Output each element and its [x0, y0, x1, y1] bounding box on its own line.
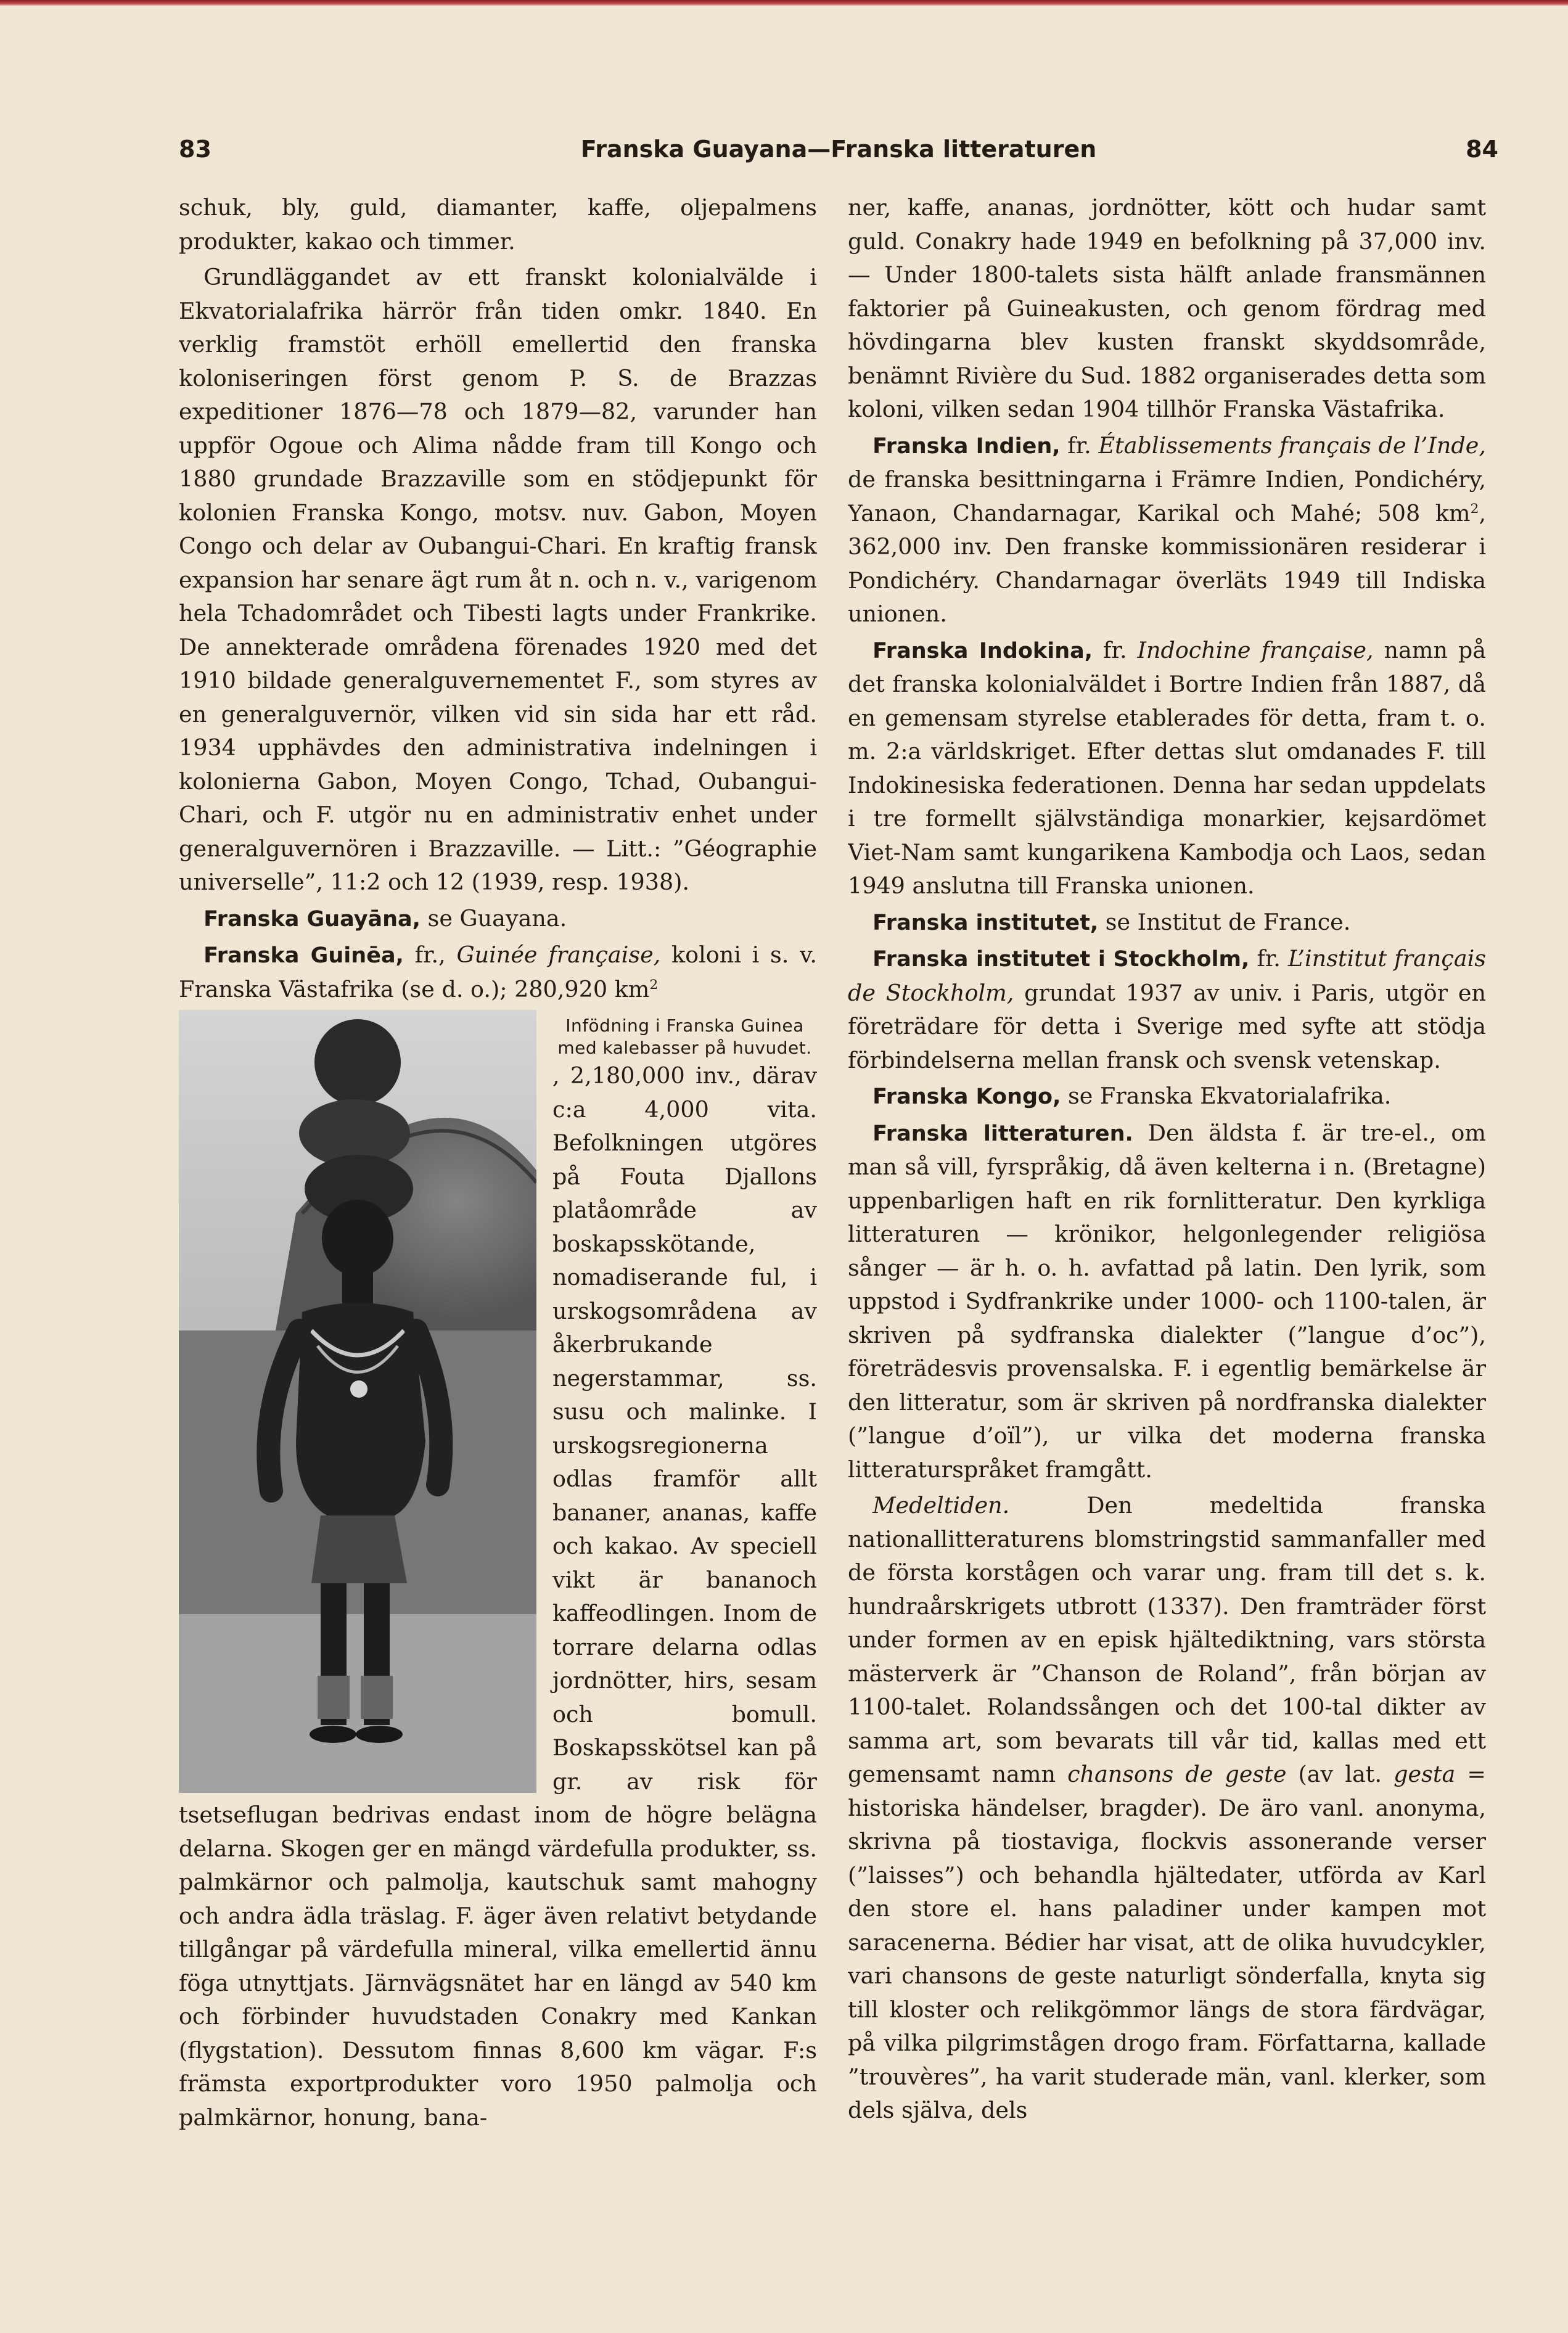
- paragraph: ner, kaffe, ananas, jordnötter, kött och hudar samt guld. Conakry hade 1949 en befolkning på 37,000 inv. — Under 1800-talets sista hälft anlade fransmännen faktorier på Guineakusten, och genom fördrag med hövdingarna blev kusten franskt skyddsområde, benämnt Rivière du Sud. 1882 organiserades detta som koloni, vilken sedan 1904 tillhör Franska Västafrika.: [848, 194, 1486, 422]
- entry-text: se Institut de France.: [1098, 908, 1351, 935]
- headword: Franska Guayāna,: [203, 906, 421, 932]
- page-number-left: 83: [179, 136, 211, 163]
- entry-text: Den äldsta f. är tre-el., om man så vill, fyrspråkig, då även kelterna i n. (Bretagne) uppenbarligen haft en rik fornlitteratur. Den kyrkliga litteraturen — krönikor, helgonlegender religiösa sånger — är h. o. h. avfattad på latin. Den lyrik, som uppstod i Sydfrankrike under 1000- och 1100-talen, är skriven på sydfranska dialekter (”langue d’oc”), företrädesvis provensalska. F. i egentlig bemärkelse är den litteratur, som är skriven på nordfranska dialekter (”langue d’oïl”), ur vilka det moderna franska litteraturspråket framgått.: [848, 1119, 1486, 1483]
- entry-franska-institutet-stockholm: [848, 942, 1486, 1077]
- woman-with-calabashes-photo: [179, 1010, 536, 1793]
- section-heading: Medeltiden.: [872, 1492, 1010, 1519]
- entry-franska-guayana: [179, 902, 817, 937]
- page-number-right: 84: [1466, 136, 1498, 163]
- entry-text: (av lat.: [1286, 1761, 1394, 1787]
- entry-franska-litteraturen: [848, 1117, 1486, 1487]
- entry-text: se Franska Ekvatorialafrika.: [1061, 1083, 1392, 1109]
- italic-term: gesta: [1394, 1761, 1456, 1787]
- entry-text: Den medeltida franska nationallitteraturens blomstringstid sammanfaller med de första korstågen och varar ung. fram till det s. k. hundraårskrigets utbrott (1337). Den framträder först under formen av en episk hjältediktning, vars största mästerverk är ”Chanson de Roland”, från början av 1100-talet. Rolandssången och det 100-tal dikter av samma art, som bevarats till vår tid, kallas med ett gemensamt namn: [848, 1492, 1486, 1787]
- entry-french-name: L’institut français de Stockholm,: [848, 945, 1486, 1006]
- italic-term: chansons de geste: [1067, 1761, 1287, 1787]
- left-column: [179, 191, 817, 2176]
- superscript: 2: [649, 977, 659, 993]
- paragraph-medeltiden: [848, 1489, 1486, 2128]
- headword: Franska litteraturen.: [872, 1121, 1133, 1146]
- headword: Franska Indokina,: [872, 638, 1093, 663]
- entry-franska-kongo: [848, 1080, 1486, 1114]
- entry-text: = historiska händelser, bragder). De äro vanl. anonyma, skrivna på tiostaviga, flockvis assonerande verser (”laisses”) och behandla hjältedater, utförda av Karl den store el. hans paladiner under kampen mot saracenerna. Bédier har visat, att de olika huvudcykler, vari chansons de geste naturligt sönderfalla, knyta sig till kloster och relikgömmor längs de stora färdvägar, på vilka pilgrimstågen drogo fram. Författarna, kallade ”trouvères”, ha varit studerade män, vanl. klerker, som dels själva, dels: [848, 1761, 1486, 2123]
- entry-franska-guinea: [179, 938, 817, 1006]
- entry-text: de franska besittningarna i Främre Indien, Pondichéry, Yanaon, Chandarnagar, Karikal och Mahé; 508 km: [848, 466, 1486, 527]
- entry-text: fr.: [1093, 636, 1138, 663]
- entry-text: fr.: [1249, 945, 1288, 972]
- entry-french-name: Guinée française,: [456, 941, 661, 968]
- entry-text: , 362,000 inv. Den franske kommissionären residerar i Pondichéry. Chandarnagar överläts 1949 till Indiska unionen.: [848, 499, 1486, 627]
- headword: Franska institutet i Stockholm,: [872, 947, 1250, 972]
- entry-text: fr.: [1060, 432, 1099, 459]
- entry-franska-indien: [848, 429, 1486, 631]
- headword: Franska Kongo,: [872, 1084, 1061, 1109]
- headword: Franska Indien,: [872, 433, 1061, 459]
- superscript: 2: [1470, 501, 1479, 517]
- right-column: [848, 191, 1486, 2176]
- top-edge-line: [0, 0, 1568, 6]
- running-title: Franska Guayana—Franska litteraturen: [580, 136, 1097, 163]
- entry-text: , 2,180,000 inv., därav c:a 4,000 vita. Befolkningen utgöres på Fouta Djallons platåområde av boskapsskötande, nomadiserande ful, i urskogsområdena av åkerbrukande negerstammar, ss. susu och malinke. I urskogsregionerna odlas framför allt bananer, ananas, kaffe och kakao. Av speciell vikt är bananoch kaffeodlingen. Inom de torrare delarna odlas jordnötter, hirs, sesam och bomull. Boskapsskötsel kan på gr. av risk för tsetseflugan bedrivas endast inom de högre belägna delarna. Skogen ger en mängd värdefulla produkter, ss. palmkärnor och palmolja, kautschuk samt mahogny och andra ädla träslag. F. äger även relativt betydande tillgångar på värdefulla mineral, vilka emellertid ännu föga utnyttjats. Järnvägsnätet har en längd av 540 km och förbinder huvudstaden Conakry med Kankan (flygstation). Dessutom finnas 8,600 km vägar. F:s främsta exportprodukter voro 1950 palmolja och palmkärnor, honung, bana-: [179, 1062, 817, 2131]
- headword: Franska Guinēa,: [203, 943, 404, 968]
- paragraph: Grundläggandet av ett franskt kolonialvälde i Ekvatorialafrika härrör från tiden omkr. 1840. En verklig framstöt erhöll emellertid den franska koloniseringen först genom P. S. de Brazzas expeditioner 1876—78 och 1879—82, varunder han uppför Ogoue och Alima nådde fram till Kongo och 1880 grundade Brazzaville som en stödjepunkt för kolonien Franska Kongo, motsv. nuv. Gabon, Moyen Congo och delar av Oubangui-Chari. En kraftig fransk expansion har senare ägt rum åt n. och n. v., varigenom hela Tchadområdet och Tibesti lagts under Frankrike. De annekterade områdena förenades 1920 med det 1910 bildade generalguvernementet F., som styres av en generalguvernör, vilken vid sin sida har ett råd. 1934 upphävdes den administrativa indelningen i kolonierna Gabon, Moyen Congo, Tchad, Oubangui-Chari, och F. utgör nu en administrativ enhet under generalguvernören i Brazzaville. — Litt.: ”Géographie universelle”, 11:2 och 12 (1939, resp. 1938).: [179, 264, 817, 895]
- entry-text: namn på det franska kolonialväldet i Bortre Indien från 1887, då en gemensam styrelse etablerades för detta, fram t. o. m. 2:a världskriget. Efter dettas slut omdanades F. till Indokinesiska federationen. Denna har sedan uppdelats i tre formellt självständiga monarkier, kejsardömet Viet-Nam samt kungarikena Kambodja och Laos, sedan 1949 anslutna till Franska unionen.: [848, 636, 1486, 899]
- running-header: [179, 136, 1498, 173]
- entry-french-name: Établissements français de l’Inde,: [1098, 432, 1486, 459]
- paragraph: schuk, bly, guld, diamanter, kaffe, oljepalmens produkter, kakao och timmer.: [179, 194, 817, 255]
- headword: Franska institutet,: [872, 910, 1099, 935]
- entry-text: fr.,: [403, 941, 457, 968]
- entry-text: se Guayana.: [420, 904, 567, 932]
- entry-text: koloni i s. v. Franska Västafrika (se d. o.); 280,920 km: [179, 941, 817, 1002]
- entry-franska-institutet: [848, 906, 1486, 940]
- entry-text: grundat 1937 av univ. i Paris, utgör en företrädare för detta i Sverige med syfte att stödja förbindelserna mellan fransk och svensk vetenskap.: [848, 979, 1486, 1073]
- figure: [179, 1010, 536, 1793]
- entry-franska-indokina: [848, 634, 1486, 903]
- figure-caption: Infödning i Franska Guinea med kalebasser på huvudet.: [557, 1015, 812, 1058]
- entry-french-name: Indochine française,: [1137, 636, 1374, 663]
